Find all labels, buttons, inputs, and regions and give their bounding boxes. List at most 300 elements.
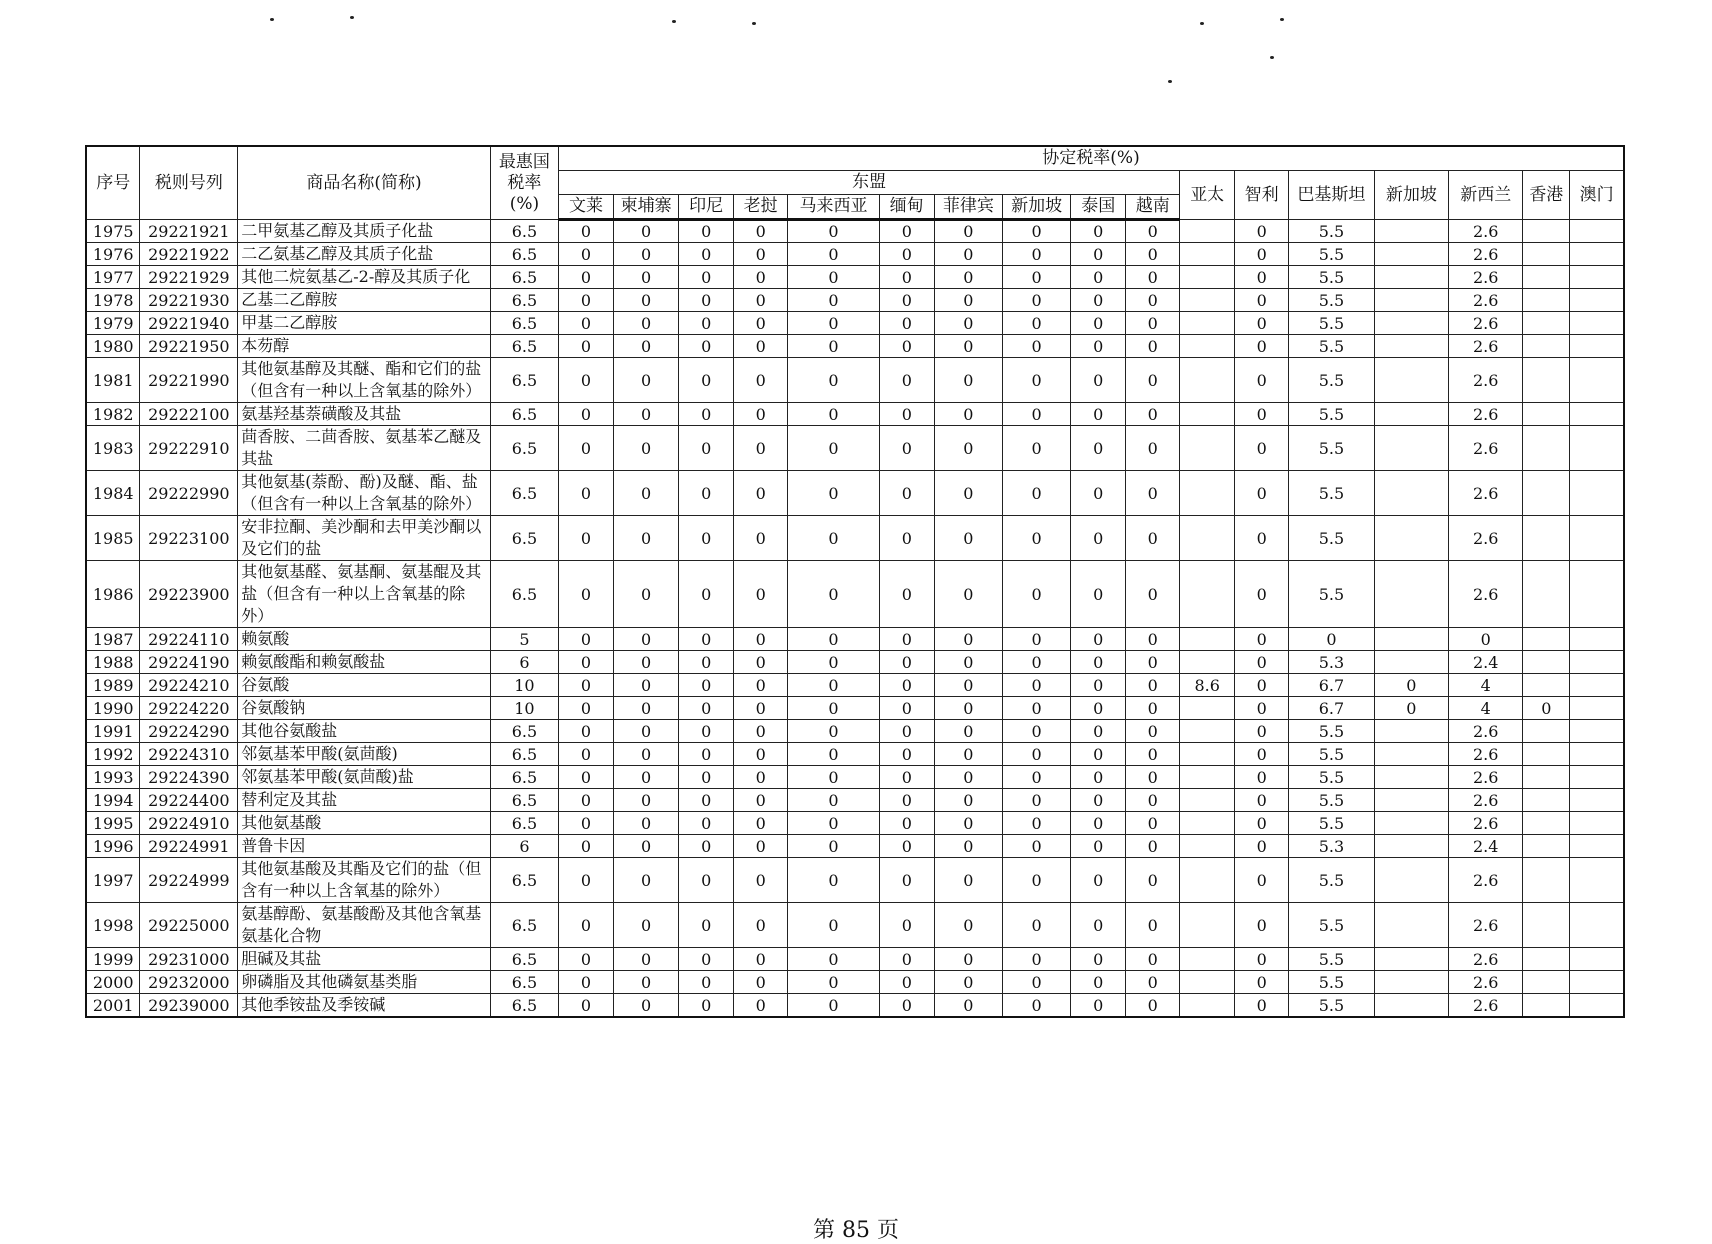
cell-asean-rate: 0	[734, 628, 788, 651]
cell-asean-rate: 0	[679, 766, 734, 789]
cell-asean-rate: 0	[734, 766, 788, 789]
header-code: 税则号列	[140, 146, 238, 220]
cell-mfn: 5	[490, 628, 558, 651]
cell-seq: 1994	[86, 789, 140, 812]
cell-asean-rate: 0	[559, 312, 614, 335]
cell-asean-rate: 0	[679, 471, 734, 516]
cell-seq: 1984	[86, 471, 140, 516]
cell-asean-rate: 0	[1003, 971, 1071, 994]
cell-pakistan: 5.5	[1289, 312, 1375, 335]
cell-chile: 0	[1235, 335, 1289, 358]
cell-name: 赖氨酸酯和赖氨酸盐	[238, 651, 491, 674]
cell-new-zealand: 2.6	[1449, 426, 1523, 471]
cell-asean-rate: 0	[788, 812, 880, 835]
cell-seq: 1981	[86, 358, 140, 403]
cell-asean-rate: 0	[559, 812, 614, 835]
cell-hong-kong: 0	[1523, 697, 1570, 720]
cell-chile: 0	[1235, 403, 1289, 426]
scan-speck	[752, 22, 756, 25]
cell-asean-rate: 0	[1003, 426, 1071, 471]
cell-asean-rate: 0	[559, 994, 614, 1018]
cell-asean-rate: 0	[734, 835, 788, 858]
cell-asean-rate: 0	[559, 948, 614, 971]
cell-asean-rate: 0	[559, 628, 614, 651]
cell-asean-rate: 0	[679, 697, 734, 720]
cell-asean-rate: 0	[788, 743, 880, 766]
cell-asean-rate: 0	[679, 971, 734, 994]
cell-asean-rate: 0	[934, 289, 1002, 312]
cell-macau	[1570, 561, 1624, 628]
cell-asean-rate: 0	[1003, 628, 1071, 651]
cell-asean-rate: 0	[1071, 674, 1126, 697]
cell-asean-rate: 0	[1126, 903, 1180, 948]
cell-asean-rate: 0	[734, 651, 788, 674]
cell-asean-rate: 0	[614, 403, 679, 426]
table-row	[86, 903, 1624, 948]
cell-asean-rate: 0	[559, 243, 614, 266]
header-cambodia: 柬埔寨	[614, 195, 679, 220]
cell-mfn: 6.5	[490, 903, 558, 948]
cell-asean-rate: 0	[679, 426, 734, 471]
cell-apta	[1180, 628, 1235, 651]
cell-asean-rate: 0	[614, 651, 679, 674]
cell-asean-rate: 0	[614, 743, 679, 766]
cell-asean-rate: 0	[559, 674, 614, 697]
cell-singapore	[1374, 426, 1448, 471]
header-pakistan: 巴基斯坦	[1289, 171, 1375, 220]
cell-seq: 1997	[86, 858, 140, 903]
cell-chile: 0	[1235, 426, 1289, 471]
cell-code: 29224190	[140, 651, 238, 674]
cell-asean-rate: 0	[879, 720, 934, 743]
cell-apta	[1180, 516, 1235, 561]
cell-singapore	[1374, 948, 1448, 971]
cell-chile: 0	[1235, 266, 1289, 289]
table-header	[86, 146, 1624, 220]
cell-hong-kong	[1523, 516, 1570, 561]
cell-hong-kong	[1523, 743, 1570, 766]
table-row	[86, 471, 1624, 516]
cell-asean-rate: 0	[1071, 720, 1126, 743]
cell-pakistan: 5.3	[1289, 835, 1375, 858]
table-row	[86, 948, 1624, 971]
cell-code: 29224290	[140, 720, 238, 743]
cell-asean-rate: 0	[879, 835, 934, 858]
cell-asean-rate: 0	[788, 858, 880, 903]
cell-pakistan: 5.5	[1289, 516, 1375, 561]
cell-apta	[1180, 266, 1235, 289]
cell-pakistan: 5.5	[1289, 266, 1375, 289]
cell-asean-rate: 0	[934, 403, 1002, 426]
cell-pakistan: 6.7	[1289, 674, 1375, 697]
cell-chile: 0	[1235, 243, 1289, 266]
cell-chile: 0	[1235, 720, 1289, 743]
cell-singapore	[1374, 312, 1448, 335]
cell-apta	[1180, 720, 1235, 743]
cell-code: 29232000	[140, 971, 238, 994]
cell-asean-rate: 0	[934, 858, 1002, 903]
cell-chile: 0	[1235, 697, 1289, 720]
cell-mfn: 6.5	[490, 335, 558, 358]
cell-asean-rate: 0	[614, 426, 679, 471]
table-row	[86, 697, 1624, 720]
cell-asean-rate: 0	[1003, 471, 1071, 516]
cell-hong-kong	[1523, 789, 1570, 812]
cell-apta	[1180, 971, 1235, 994]
cell-macau	[1570, 426, 1624, 471]
cell-asean-rate: 0	[934, 628, 1002, 651]
cell-mfn: 6	[490, 835, 558, 858]
cell-asean-rate: 0	[679, 651, 734, 674]
cell-asean-rate: 0	[1003, 289, 1071, 312]
cell-asean-rate: 0	[1071, 766, 1126, 789]
cell-chile: 0	[1235, 789, 1289, 812]
cell-macau	[1570, 720, 1624, 743]
cell-asean-rate: 0	[614, 858, 679, 903]
cell-code: 29224991	[140, 835, 238, 858]
header-seq: 序号	[86, 146, 140, 220]
cell-asean-rate: 0	[1071, 335, 1126, 358]
cell-asean-rate: 0	[679, 516, 734, 561]
cell-code: 29222990	[140, 471, 238, 516]
cell-asean-rate: 0	[1126, 674, 1180, 697]
cell-code: 29239000	[140, 994, 238, 1018]
cell-new-zealand: 2.6	[1449, 948, 1523, 971]
cell-asean-rate: 0	[788, 651, 880, 674]
cell-apta	[1180, 358, 1235, 403]
cell-pakistan: 5.3	[1289, 651, 1375, 674]
cell-new-zealand: 2.6	[1449, 335, 1523, 358]
table-body	[86, 220, 1624, 1018]
cell-chile: 0	[1235, 289, 1289, 312]
scan-speck	[270, 18, 274, 21]
cell-singapore	[1374, 858, 1448, 903]
cell-asean-rate: 0	[734, 403, 788, 426]
cell-asean-rate: 0	[934, 697, 1002, 720]
cell-asean-rate: 0	[879, 789, 934, 812]
cell-hong-kong	[1523, 971, 1570, 994]
cell-macau	[1570, 516, 1624, 561]
cell-asean-rate: 0	[1126, 426, 1180, 471]
cell-mfn: 6.5	[490, 561, 558, 628]
cell-mfn: 6.5	[490, 971, 558, 994]
cell-new-zealand: 2.6	[1449, 312, 1523, 335]
cell-pakistan: 5.5	[1289, 243, 1375, 266]
cell-name: 邻氨基苯甲酸(氨茴酸)盐	[238, 766, 491, 789]
cell-hong-kong	[1523, 651, 1570, 674]
header-new-zealand: 新西兰	[1449, 171, 1523, 220]
cell-asean-rate: 0	[934, 426, 1002, 471]
cell-new-zealand: 2.6	[1449, 858, 1523, 903]
cell-macau	[1570, 766, 1624, 789]
scan-speck	[1270, 56, 1274, 59]
table-row	[86, 358, 1624, 403]
cell-asean-rate: 0	[788, 561, 880, 628]
cell-asean-rate: 0	[614, 561, 679, 628]
cell-asean-rate: 0	[614, 948, 679, 971]
cell-asean-rate: 0	[879, 403, 934, 426]
cell-chile: 0	[1235, 903, 1289, 948]
cell-asean-rate: 0	[934, 948, 1002, 971]
cell-seq: 1978	[86, 289, 140, 312]
cell-asean-rate: 0	[734, 697, 788, 720]
table-row	[86, 720, 1624, 743]
cell-asean-rate: 0	[1126, 335, 1180, 358]
cell-mfn: 6.5	[490, 720, 558, 743]
cell-asean-rate: 0	[1071, 835, 1126, 858]
cell-name: 其他氨基(萘酚、酚)及醚、酯、盐（但含有一种以上含氧基的除外）	[238, 471, 491, 516]
cell-new-zealand: 2.4	[1449, 651, 1523, 674]
cell-asean-rate: 0	[879, 971, 934, 994]
cell-asean-rate: 0	[788, 266, 880, 289]
cell-pakistan: 5.5	[1289, 426, 1375, 471]
cell-name: 二甲氨基乙醇及其质子化盐	[238, 220, 491, 243]
cell-hong-kong	[1523, 403, 1570, 426]
cell-asean-rate: 0	[734, 516, 788, 561]
cell-asean-rate: 0	[614, 812, 679, 835]
cell-code: 29224210	[140, 674, 238, 697]
cell-name: 安非拉酮、美沙酮和去甲美沙酮以及它们的盐	[238, 516, 491, 561]
cell-chile: 0	[1235, 766, 1289, 789]
cell-mfn: 6.5	[490, 289, 558, 312]
cell-seq: 1993	[86, 766, 140, 789]
cell-hong-kong	[1523, 948, 1570, 971]
table-row	[86, 994, 1624, 1018]
cell-asean-rate: 0	[1003, 403, 1071, 426]
cell-pakistan: 5.5	[1289, 471, 1375, 516]
page-footer: 第 85 页	[813, 1218, 899, 1243]
cell-asean-rate: 0	[788, 948, 880, 971]
cell-macau	[1570, 971, 1624, 994]
cell-apta	[1180, 994, 1235, 1018]
table-row	[86, 312, 1624, 335]
cell-chile: 0	[1235, 561, 1289, 628]
cell-name: 谷氨酸	[238, 674, 491, 697]
cell-singapore	[1374, 651, 1448, 674]
cell-seq: 1995	[86, 812, 140, 835]
header-vietnam: 越南	[1126, 195, 1180, 220]
cell-asean-rate: 0	[734, 243, 788, 266]
cell-pakistan: 5.5	[1289, 903, 1375, 948]
cell-asean-rate: 0	[879, 335, 934, 358]
cell-asean-rate: 0	[734, 812, 788, 835]
cell-asean-rate: 0	[1003, 743, 1071, 766]
cell-asean-rate: 0	[879, 903, 934, 948]
cell-asean-rate: 0	[879, 471, 934, 516]
cell-asean-rate: 0	[1126, 561, 1180, 628]
cell-pakistan: 5.5	[1289, 948, 1375, 971]
cell-asean-rate: 0	[1003, 243, 1071, 266]
cell-asean-rate: 0	[559, 266, 614, 289]
cell-asean-rate: 0	[734, 312, 788, 335]
header-apta: 亚太	[1180, 171, 1235, 220]
cell-asean-rate: 0	[788, 516, 880, 561]
cell-code: 29224910	[140, 812, 238, 835]
cell-seq: 1998	[86, 903, 140, 948]
cell-pakistan: 6.7	[1289, 697, 1375, 720]
header-asean-singapore: 新加坡	[1003, 195, 1071, 220]
cell-asean-rate: 0	[788, 674, 880, 697]
cell-mfn: 6.5	[490, 516, 558, 561]
cell-new-zealand: 4	[1449, 697, 1523, 720]
table-row	[86, 266, 1624, 289]
table-row	[86, 628, 1624, 651]
cell-name: 本芴醇	[238, 335, 491, 358]
cell-asean-rate: 0	[679, 835, 734, 858]
cell-name: 乙基二乙醇胺	[238, 289, 491, 312]
cell-asean-rate: 0	[788, 697, 880, 720]
cell-asean-rate: 0	[1071, 971, 1126, 994]
cell-hong-kong	[1523, 835, 1570, 858]
cell-asean-rate: 0	[934, 266, 1002, 289]
cell-asean-rate: 0	[679, 628, 734, 651]
cell-pakistan: 5.5	[1289, 994, 1375, 1018]
cell-asean-rate: 0	[1071, 312, 1126, 335]
cell-asean-rate: 0	[734, 266, 788, 289]
cell-seq: 1991	[86, 720, 140, 743]
cell-asean-rate: 0	[1126, 835, 1180, 858]
cell-name: 胆碱及其盐	[238, 948, 491, 971]
cell-singapore	[1374, 289, 1448, 312]
cell-asean-rate: 0	[1003, 835, 1071, 858]
cell-chile: 0	[1235, 674, 1289, 697]
cell-new-zealand: 2.6	[1449, 243, 1523, 266]
cell-mfn: 6.5	[490, 948, 558, 971]
cell-mfn: 10	[490, 697, 558, 720]
cell-asean-rate: 0	[1126, 289, 1180, 312]
cell-asean-rate: 0	[679, 403, 734, 426]
cell-mfn: 6.5	[490, 766, 558, 789]
cell-asean-rate: 0	[1003, 903, 1071, 948]
cell-apta	[1180, 743, 1235, 766]
cell-asean-rate: 0	[788, 835, 880, 858]
cell-mfn: 6.5	[490, 471, 558, 516]
cell-pakistan: 5.5	[1289, 220, 1375, 243]
scan-speck	[1280, 18, 1284, 21]
cell-chile: 0	[1235, 471, 1289, 516]
cell-asean-rate: 0	[1071, 358, 1126, 403]
header-singapore: 新加坡	[1374, 171, 1448, 220]
cell-macau	[1570, 243, 1624, 266]
header-indonesia: 印尼	[679, 195, 734, 220]
cell-asean-rate: 0	[614, 220, 679, 243]
cell-pakistan: 5.5	[1289, 335, 1375, 358]
cell-asean-rate: 0	[934, 674, 1002, 697]
cell-asean-rate: 0	[679, 220, 734, 243]
cell-asean-rate: 0	[679, 858, 734, 903]
cell-asean-rate: 0	[879, 289, 934, 312]
cell-asean-rate: 0	[1071, 812, 1126, 835]
cell-pakistan: 5.5	[1289, 858, 1375, 903]
cell-name: 二乙氨基乙醇及其质子化盐	[238, 243, 491, 266]
cell-name: 其他谷氨酸盐	[238, 720, 491, 743]
cell-asean-rate: 0	[734, 335, 788, 358]
table-row	[86, 335, 1624, 358]
cell-asean-rate: 0	[614, 243, 679, 266]
cell-singapore	[1374, 358, 1448, 403]
cell-asean-rate: 0	[934, 971, 1002, 994]
cell-new-zealand: 0	[1449, 628, 1523, 651]
cell-apta	[1180, 697, 1235, 720]
cell-hong-kong	[1523, 220, 1570, 243]
cell-asean-rate: 0	[734, 720, 788, 743]
cell-name: 替利定及其盐	[238, 789, 491, 812]
cell-asean-rate: 0	[879, 266, 934, 289]
cell-asean-rate: 0	[934, 994, 1002, 1018]
cell-asean-rate: 0	[788, 789, 880, 812]
header-thailand: 泰国	[1071, 195, 1126, 220]
cell-asean-rate: 0	[614, 766, 679, 789]
cell-asean-rate: 0	[734, 789, 788, 812]
cell-singapore	[1374, 266, 1448, 289]
cell-new-zealand: 2.6	[1449, 994, 1523, 1018]
cell-new-zealand: 4	[1449, 674, 1523, 697]
cell-singapore	[1374, 403, 1448, 426]
header-hong-kong: 香港	[1523, 171, 1570, 220]
cell-asean-rate: 0	[1126, 858, 1180, 903]
cell-asean-rate: 0	[934, 789, 1002, 812]
cell-code: 29224220	[140, 697, 238, 720]
cell-name: 卵磷脂及其他磷氨基类脂	[238, 971, 491, 994]
cell-asean-rate: 0	[559, 335, 614, 358]
cell-macau	[1570, 743, 1624, 766]
cell-asean-rate: 0	[788, 971, 880, 994]
header-chile: 智利	[1235, 171, 1289, 220]
cell-mfn: 10	[490, 674, 558, 697]
cell-pakistan: 5.5	[1289, 766, 1375, 789]
cell-macau	[1570, 628, 1624, 651]
header-asean: 东盟	[559, 171, 1180, 195]
cell-seq: 2000	[86, 971, 140, 994]
cell-asean-rate: 0	[559, 403, 614, 426]
cell-macau	[1570, 651, 1624, 674]
header-malaysia: 马来西亚	[788, 195, 880, 220]
cell-mfn: 6.5	[490, 994, 558, 1018]
cell-singapore	[1374, 628, 1448, 651]
cell-macau	[1570, 674, 1624, 697]
cell-asean-rate: 0	[734, 971, 788, 994]
cell-seq: 1992	[86, 743, 140, 766]
cell-asean-rate: 0	[1126, 243, 1180, 266]
cell-hong-kong	[1523, 561, 1570, 628]
cell-asean-rate: 0	[559, 289, 614, 312]
table-row	[86, 561, 1624, 628]
cell-name: 茴香胺、二茴香胺、氨基苯乙醚及其盐	[238, 426, 491, 471]
cell-chile: 0	[1235, 812, 1289, 835]
cell-name: 其他氨基醇及其醚、酯和它们的盐（但含有一种以上含氧基的除外）	[238, 358, 491, 403]
cell-asean-rate: 0	[559, 971, 614, 994]
cell-asean-rate: 0	[934, 243, 1002, 266]
cell-asean-rate: 0	[679, 312, 734, 335]
cell-asean-rate: 0	[879, 651, 934, 674]
cell-asean-rate: 0	[1126, 971, 1180, 994]
scan-speck	[672, 20, 676, 23]
cell-asean-rate: 0	[734, 561, 788, 628]
cell-asean-rate: 0	[734, 471, 788, 516]
cell-apta	[1180, 312, 1235, 335]
cell-chile: 0	[1235, 220, 1289, 243]
cell-macau	[1570, 812, 1624, 835]
table-row	[86, 674, 1624, 697]
cell-hong-kong	[1523, 426, 1570, 471]
cell-apta	[1180, 220, 1235, 243]
cell-asean-rate: 0	[1126, 312, 1180, 335]
cell-singapore	[1374, 471, 1448, 516]
cell-chile: 0	[1235, 312, 1289, 335]
cell-asean-rate: 0	[879, 697, 934, 720]
cell-pakistan: 5.5	[1289, 789, 1375, 812]
cell-asean-rate: 0	[879, 243, 934, 266]
